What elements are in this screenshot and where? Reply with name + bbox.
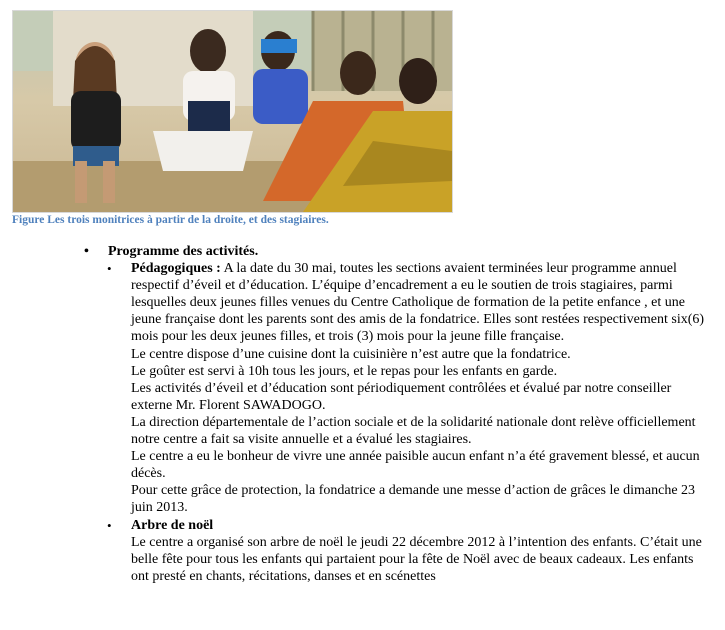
photo-illustration xyxy=(13,11,452,212)
list-item-pedagogiques xyxy=(107,260,714,516)
paragraph: Pour cette grâce de protection, la fondatrice a demande une messe d’action de grâces le dimanche 23 juin 2013. xyxy=(131,483,696,516)
section-title: Programme des activités. xyxy=(108,244,259,259)
paragraph: Le goûter est servi à 10h tous les jours, et le repas pour les enfants en garde. xyxy=(131,363,558,379)
item-heading: Pédagogiques : xyxy=(131,261,221,277)
paragraph: Le centre a organisé son arbre de noël le jeudi 22 décembre 2012 à l’intention des enfants. C’était une belle fête pour tous les enfants qui partaient pour la fête de Noël avec de beaux cadeaux. Les enfants ont presté en chants, récitations, danses et en scénettes xyxy=(131,534,702,584)
bullet-icon: • xyxy=(107,261,112,277)
list-item-arbre-de-noel xyxy=(107,517,714,585)
paragraph: Le centre a eu le bonheur de vivre une année paisible aucun enfant n’a été gravement blessé, et aucun décès. xyxy=(131,449,700,482)
item-heading: Arbre de noël xyxy=(131,517,214,533)
figure-caption: Figure Les trois monitrices à partir de la droite, et des stagiaires. xyxy=(12,214,329,226)
photo-monitrices-stagiaires xyxy=(12,10,453,213)
bullet-icon: • xyxy=(107,517,112,533)
paragraph-lead xyxy=(131,260,714,345)
section-heading xyxy=(84,243,714,260)
item-lead-text: A la date du 30 mai, toutes les sections avaient terminées leur programme annuel respectif d’éveil et d’éducation. L’équipe d’encadrement a eu le soutien de trois stagiaires, parmi lesquelles deux jeunes filles venues du Centre Catholique de formation de la petite enfance , et une jeune française dont les parents sont des amis de la fondatrice. Elles sont restées respectivement six(6) mois pour les deux jeunes filles, et trois (3) mois pour la jeune fille française. xyxy=(131,261,705,345)
document-body xyxy=(84,243,714,585)
bullet-icon: • xyxy=(84,244,89,259)
paragraph: Les activités d’éveil et d’éducation sont périodiquement contrôlées et évalué par notre conseiller externe Mr. Florent SAWADOGO. xyxy=(131,380,672,413)
paragraph: La direction départementale de l’action sociale et de la solidarité nationale dont relève officiellement notre centre a fait sa visite annuelle et a évalué les stagiaires. xyxy=(131,414,696,448)
paragraph: Le centre dispose d’une cuisine dont la cuisinière n’est autre que la fondatrice. xyxy=(131,346,571,362)
